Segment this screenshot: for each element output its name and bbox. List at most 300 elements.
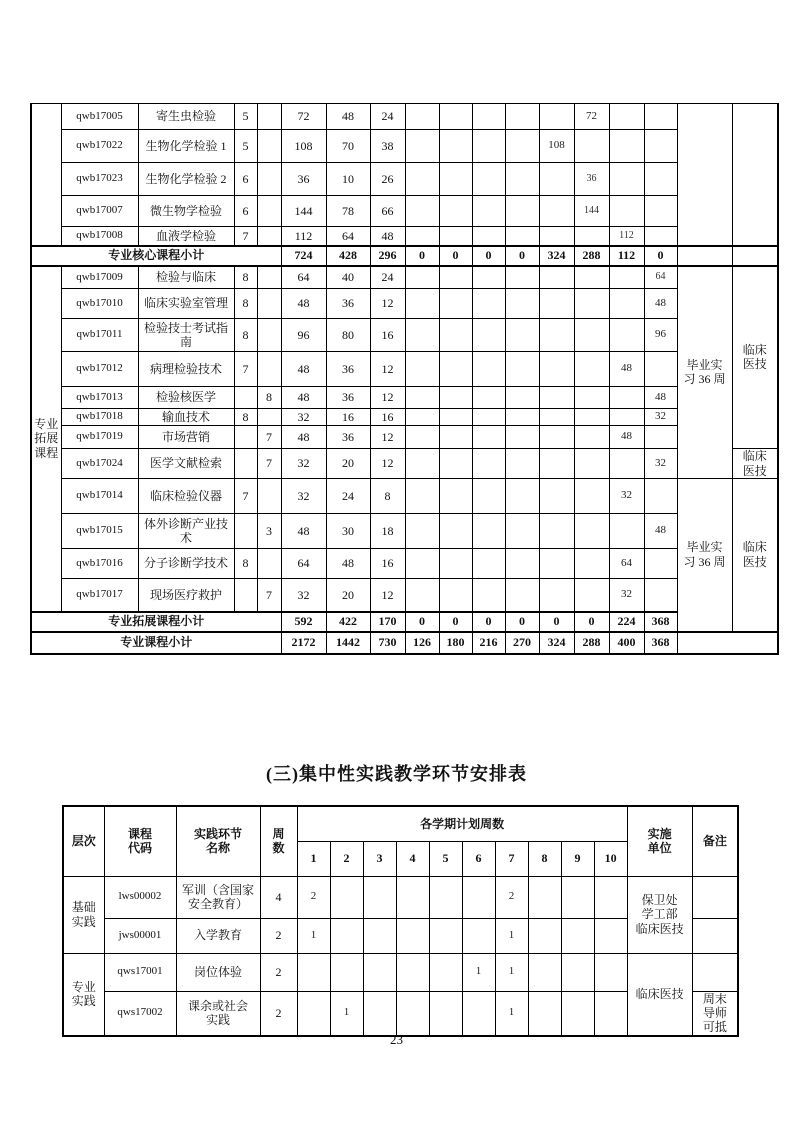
level-cell xyxy=(63,876,104,953)
sem3-cell xyxy=(472,449,505,479)
theory-hours-cell: 428 xyxy=(326,246,370,266)
section-title: (三)集中性实践教学环节安排表 xyxy=(266,764,527,784)
sem2-cell xyxy=(439,266,472,289)
code-cell: qws17002 xyxy=(104,991,176,1036)
sem8-cell: 32 xyxy=(644,449,677,479)
header-unit xyxy=(627,806,692,876)
total-hours-cell: 48 xyxy=(281,514,326,549)
sem5-cell xyxy=(539,196,574,227)
sem3-cell xyxy=(472,130,505,163)
sem2-cell xyxy=(439,426,472,449)
header-sem-5: 5 xyxy=(429,841,462,876)
sem7-cell xyxy=(609,289,644,319)
term-a-cell: 7 xyxy=(234,352,257,387)
internship-cell xyxy=(677,479,732,632)
sem10-cell xyxy=(594,876,627,918)
sem6-cell xyxy=(574,266,609,289)
sem4-cell xyxy=(505,352,539,387)
theory-hours-cell: 80 xyxy=(326,319,370,352)
course-row xyxy=(31,409,778,426)
term-b-cell xyxy=(257,409,281,426)
code-cell: qwb17017 xyxy=(61,579,138,612)
term-a-cell: 8 xyxy=(234,549,257,579)
name-cell: 分子诊断学技术 xyxy=(138,549,234,579)
practice-hours-cell: 12 xyxy=(370,352,405,387)
sem3-cell xyxy=(472,549,505,579)
sem8-cell: 48 xyxy=(644,514,677,549)
term-a-cell xyxy=(234,514,257,549)
sem5-cell: 0 xyxy=(539,612,574,632)
sem8-cell: 48 xyxy=(644,289,677,319)
sem1-cell xyxy=(405,289,439,319)
sem7-cell: 1 xyxy=(495,991,528,1036)
sem6-cell xyxy=(574,130,609,163)
sem6-cell: 288 xyxy=(574,632,609,654)
sem10-cell xyxy=(594,953,627,991)
header-note: 备注 xyxy=(692,806,738,876)
header-name xyxy=(176,806,260,876)
practice-hours-cell: 24 xyxy=(370,266,405,289)
name-cell: 医学文献检索 xyxy=(138,449,234,479)
sem6-cell xyxy=(574,227,609,246)
sem3-cell xyxy=(472,514,505,549)
total-hours-cell: 48 xyxy=(281,289,326,319)
total-hours-cell: 36 xyxy=(281,163,326,196)
note-label: 周末导师可抵 xyxy=(702,991,727,1035)
weeks-cell: 2 xyxy=(260,953,297,991)
sem6-cell xyxy=(574,479,609,514)
practice-hours-cell: 296 xyxy=(370,246,405,266)
sem6-cell: 1 xyxy=(462,953,495,991)
sem5-cell xyxy=(539,352,574,387)
theory-hours-cell: 48 xyxy=(326,104,370,130)
sem7-cell: 1 xyxy=(495,918,528,953)
curriculum-table xyxy=(30,103,779,655)
sem2-cell xyxy=(439,227,472,246)
course-row xyxy=(31,426,778,449)
sem6-cell: 288 xyxy=(574,246,609,266)
sem1-cell xyxy=(405,479,439,514)
level-cell xyxy=(63,953,104,1036)
name-cell xyxy=(176,876,260,918)
sem6-cell xyxy=(462,876,495,918)
term-b-cell: 3 xyxy=(257,514,281,549)
sem8-cell xyxy=(644,130,677,163)
sem5-cell: 108 xyxy=(539,130,574,163)
name-label: 课余或社会实践 xyxy=(187,998,248,1028)
total-hours-cell: 64 xyxy=(281,266,326,289)
name-cell xyxy=(176,991,260,1036)
unit-cell xyxy=(627,953,692,1036)
practice-hours-cell: 12 xyxy=(370,449,405,479)
total-hours-cell: 32 xyxy=(281,579,326,612)
course-row xyxy=(31,289,778,319)
name-cell: 输血技术 xyxy=(138,409,234,426)
code-cell: jws00001 xyxy=(104,918,176,953)
sem1-cell xyxy=(405,449,439,479)
sem7-cell xyxy=(609,387,644,409)
sem8-cell xyxy=(528,953,561,991)
sem6-cell xyxy=(574,319,609,352)
course-row xyxy=(31,319,778,352)
sem3-cell xyxy=(472,352,505,387)
internship-label: 毕业实习 36 周 xyxy=(683,540,726,569)
sem1-cell xyxy=(405,130,439,163)
note-cell xyxy=(692,953,738,991)
sem3-cell xyxy=(472,104,505,130)
sem3-cell: 216 xyxy=(472,632,505,654)
unit-cell xyxy=(732,246,778,266)
sem1-cell: 126 xyxy=(405,632,439,654)
sem8-cell: 368 xyxy=(644,632,677,654)
total-hours-cell: 112 xyxy=(281,227,326,246)
total-hours-cell: 64 xyxy=(281,549,326,579)
sem4-cell xyxy=(505,514,539,549)
internship-label: 毕业实习 36 周 xyxy=(683,357,726,387)
sem1-cell xyxy=(405,227,439,246)
internship-cell xyxy=(677,104,732,246)
term-b-cell: 7 xyxy=(257,426,281,449)
header-code xyxy=(104,806,176,876)
header-code-label: 课程代码 xyxy=(127,826,152,856)
unit-label: 临床医技 xyxy=(742,342,767,372)
sem6-cell xyxy=(574,426,609,449)
code-cell: qwb17014 xyxy=(61,479,138,514)
sem2-cell xyxy=(439,289,472,319)
unit-label: 保卫处 学工部 临床医技 xyxy=(635,892,684,936)
level-label: 基础实践 xyxy=(71,900,96,929)
sem8-cell xyxy=(644,479,677,514)
header-sem-10: 10 xyxy=(594,841,627,876)
sem8-cell xyxy=(644,579,677,612)
sem1-cell xyxy=(405,352,439,387)
total-row xyxy=(31,632,778,654)
unit-label: 临床医技 xyxy=(635,986,684,1001)
course-row xyxy=(31,104,778,130)
term-b-cell xyxy=(257,227,281,246)
name-cell: 检验技士考试指南 xyxy=(138,319,234,352)
total-label: 专业课程小计 xyxy=(31,632,281,654)
header-sem-8: 8 xyxy=(528,841,561,876)
course-row xyxy=(31,196,778,227)
practice-hours-cell: 12 xyxy=(370,426,405,449)
sem7-cell: 224 xyxy=(609,612,644,632)
theory-hours-cell: 36 xyxy=(326,426,370,449)
sem2-cell xyxy=(439,514,472,549)
code-cell: qwb17005 xyxy=(61,104,138,130)
sem3-cell xyxy=(472,426,505,449)
course-row xyxy=(31,514,778,549)
sem4-cell xyxy=(505,130,539,163)
sem7-cell: 400 xyxy=(609,632,644,654)
sem3-cell xyxy=(472,319,505,352)
sem2-cell xyxy=(439,163,472,196)
sem7-cell: 64 xyxy=(609,549,644,579)
sem3-cell xyxy=(472,266,505,289)
ext-subtotal-row xyxy=(31,612,778,632)
sem1-cell: 1 xyxy=(297,918,330,953)
sem1-cell: 0 xyxy=(405,246,439,266)
sem1-cell xyxy=(405,579,439,612)
level-label: 专业实践 xyxy=(71,979,96,1009)
code-cell: qwb17013 xyxy=(61,387,138,409)
sem8-cell xyxy=(644,426,677,449)
sem6-cell xyxy=(574,352,609,387)
sem4-cell xyxy=(505,196,539,227)
header-unit-label: 实施单位 xyxy=(647,826,672,856)
code-cell: qwb17019 xyxy=(61,426,138,449)
theory-hours-cell: 30 xyxy=(326,514,370,549)
sem2-cell xyxy=(439,549,472,579)
unit-label: 临床医技 xyxy=(742,449,767,478)
code-cell: qwb17011 xyxy=(61,319,138,352)
name-cell: 市场营销 xyxy=(138,426,234,449)
unit-cell xyxy=(732,479,778,632)
term-a-cell xyxy=(234,426,257,449)
theory-hours-cell: 10 xyxy=(326,163,370,196)
sem5-cell xyxy=(429,918,462,953)
term-b-cell xyxy=(257,266,281,289)
header-sem-9: 9 xyxy=(561,841,594,876)
practice-hours-cell: 48 xyxy=(370,227,405,246)
subtotal-label: 专业拓展课程小计 xyxy=(31,612,281,632)
practice-hours-cell: 24 xyxy=(370,104,405,130)
header-sem-2: 2 xyxy=(330,841,363,876)
sem5-cell xyxy=(539,549,574,579)
sem6-cell xyxy=(574,514,609,549)
theory-hours-cell: 1442 xyxy=(326,632,370,654)
course-row xyxy=(31,387,778,409)
term-b-cell xyxy=(257,104,281,130)
name-label: 军训（含国家安全教育） xyxy=(181,882,254,911)
name-cell: 生物化学检验 1 xyxy=(138,130,234,163)
total-hours-cell: 592 xyxy=(281,612,326,632)
name-cell: 体外诊断产业技术 xyxy=(138,514,234,549)
practice-row xyxy=(63,876,738,918)
code-cell: qwb17008 xyxy=(61,227,138,246)
sem2-cell xyxy=(439,387,472,409)
total-hours-cell: 48 xyxy=(281,426,326,449)
term-a-cell: 7 xyxy=(234,479,257,514)
sem9-cell xyxy=(561,953,594,991)
sem3-cell xyxy=(472,227,505,246)
sem2-cell: 0 xyxy=(439,612,472,632)
internship-cell xyxy=(677,266,732,479)
sem10-cell xyxy=(594,918,627,953)
sem3-cell xyxy=(472,196,505,227)
term-a-cell: 6 xyxy=(234,196,257,227)
theory-hours-cell: 70 xyxy=(326,130,370,163)
course-row xyxy=(31,579,778,612)
term-a-cell xyxy=(234,579,257,612)
unit-label: 临床医技 xyxy=(742,540,767,569)
term-b-cell: 7 xyxy=(257,579,281,612)
practice-hours-cell: 16 xyxy=(370,409,405,426)
sem4-cell xyxy=(505,227,539,246)
code-cell: qwb17015 xyxy=(61,514,138,549)
unit-cell xyxy=(627,876,692,953)
practice-hours-cell: 18 xyxy=(370,514,405,549)
sem8-cell xyxy=(644,549,677,579)
name-cell: 微生物学检验 xyxy=(138,196,234,227)
sem4-cell xyxy=(505,579,539,612)
sem6-cell: 36 xyxy=(574,163,609,196)
header-sem-3: 3 xyxy=(363,841,396,876)
sem2-cell xyxy=(330,953,363,991)
term-b-cell xyxy=(257,352,281,387)
header-sem-1: 1 xyxy=(297,841,330,876)
practice-hours-cell: 66 xyxy=(370,196,405,227)
subtotal-label: 专业核心课程小计 xyxy=(31,246,281,266)
practice-hours-cell: 12 xyxy=(370,579,405,612)
group-cell-core xyxy=(31,104,61,246)
unit-cell xyxy=(732,449,778,479)
theory-hours-cell: 40 xyxy=(326,266,370,289)
sem2-cell xyxy=(439,409,472,426)
unit-cell xyxy=(732,104,778,246)
sem3-cell xyxy=(363,876,396,918)
sem4-cell: 270 xyxy=(505,632,539,654)
header-sem-6: 6 xyxy=(462,841,495,876)
name-cell: 岗位体验 xyxy=(176,953,260,991)
sem5-cell xyxy=(539,163,574,196)
header-row-1 xyxy=(63,806,738,841)
header-sem-4: 4 xyxy=(396,841,429,876)
term-b-cell xyxy=(257,289,281,319)
sem1-cell xyxy=(405,266,439,289)
header-weeks-label: 周数 xyxy=(272,826,285,856)
name-cell: 临床检验仪器 xyxy=(138,479,234,514)
sem3-cell xyxy=(472,163,505,196)
term-b-cell: 7 xyxy=(257,449,281,479)
practice-table xyxy=(62,805,739,1037)
note-cell xyxy=(692,918,738,953)
total-hours-cell: 108 xyxy=(281,130,326,163)
term-b-cell xyxy=(257,549,281,579)
term-a-cell: 7 xyxy=(234,227,257,246)
sem5-cell xyxy=(539,479,574,514)
name-cell: 现场医疗救护 xyxy=(138,579,234,612)
weeks-cell: 2 xyxy=(260,918,297,953)
sem1-cell: 2 xyxy=(297,876,330,918)
sem6-cell: 144 xyxy=(574,196,609,227)
sem3-cell xyxy=(363,953,396,991)
sem7-cell xyxy=(609,409,644,426)
sem5-cell xyxy=(539,266,574,289)
sem1-cell xyxy=(405,196,439,227)
code-cell: lws00002 xyxy=(104,876,176,918)
course-row xyxy=(31,266,778,289)
sem4-cell: 0 xyxy=(505,246,539,266)
term-a-cell: 8 xyxy=(234,409,257,426)
group-label: 专业拓展课程 xyxy=(34,416,59,460)
empty-cell xyxy=(677,632,778,654)
theory-hours-cell: 36 xyxy=(326,387,370,409)
theory-hours-cell: 20 xyxy=(326,449,370,479)
sem3-cell xyxy=(363,991,396,1036)
internship-cell xyxy=(677,246,732,266)
sem5-cell: 324 xyxy=(539,246,574,266)
term-b-cell xyxy=(257,319,281,352)
sem8-cell xyxy=(644,196,677,227)
sem7-cell: 48 xyxy=(609,352,644,387)
sem8-cell xyxy=(528,918,561,953)
name-cell: 生物化学检验 2 xyxy=(138,163,234,196)
theory-hours-cell: 36 xyxy=(326,352,370,387)
sem7-cell xyxy=(609,130,644,163)
total-hours-cell: 144 xyxy=(281,196,326,227)
total-hours-cell: 96 xyxy=(281,319,326,352)
practice-hours-cell: 170 xyxy=(370,612,405,632)
sem7-cell xyxy=(609,319,644,352)
sem1-cell xyxy=(297,953,330,991)
sem3-cell: 0 xyxy=(472,612,505,632)
sem1-cell xyxy=(405,319,439,352)
sem6-cell: 72 xyxy=(574,104,609,130)
sem2-cell: 180 xyxy=(439,632,472,654)
sem9-cell xyxy=(561,876,594,918)
sem7-cell xyxy=(609,514,644,549)
sem1-cell: 0 xyxy=(405,612,439,632)
practice-hours-cell: 38 xyxy=(370,130,405,163)
header-name-label: 实践环节名称 xyxy=(193,826,242,856)
sem7-cell xyxy=(609,449,644,479)
course-row xyxy=(31,549,778,579)
sem5-cell xyxy=(539,104,574,130)
sem3-cell: 0 xyxy=(472,246,505,266)
sem4-cell: 0 xyxy=(505,612,539,632)
course-row xyxy=(31,227,778,246)
name-cell: 检验与临床 xyxy=(138,266,234,289)
sem8-cell xyxy=(644,227,677,246)
sem3-cell xyxy=(472,579,505,612)
theory-hours-cell: 48 xyxy=(326,549,370,579)
name-cell: 病理检验技术 xyxy=(138,352,234,387)
core-subtotal-row xyxy=(31,246,778,266)
sem8-cell: 48 xyxy=(644,387,677,409)
sem2-cell xyxy=(439,104,472,130)
sem5-cell xyxy=(539,514,574,549)
code-cell: qwb17018 xyxy=(61,409,138,426)
header-sem-group: 各学期计划周数 xyxy=(297,806,627,841)
term-a-cell: 5 xyxy=(234,104,257,130)
sem8-cell xyxy=(644,352,677,387)
sem5-cell xyxy=(429,953,462,991)
sem8-cell: 96 xyxy=(644,319,677,352)
sem2-cell xyxy=(439,130,472,163)
sem2-cell xyxy=(439,319,472,352)
total-hours-cell: 48 xyxy=(281,387,326,409)
sem2-cell xyxy=(439,579,472,612)
sem5-cell xyxy=(539,319,574,352)
sem1-cell xyxy=(405,104,439,130)
sem6-cell xyxy=(462,991,495,1036)
sem7-cell xyxy=(609,266,644,289)
sem1-cell xyxy=(405,409,439,426)
term-a-cell: 5 xyxy=(234,130,257,163)
sem3-cell xyxy=(363,918,396,953)
total-hours-cell: 72 xyxy=(281,104,326,130)
sem9-cell xyxy=(561,991,594,1036)
name-cell: 寄生虫检验 xyxy=(138,104,234,130)
code-cell: qwb17009 xyxy=(61,266,138,289)
note-cell xyxy=(692,876,738,918)
sem5-cell xyxy=(539,289,574,319)
sem5-cell xyxy=(429,876,462,918)
code-cell: qwb17016 xyxy=(61,549,138,579)
course-row xyxy=(31,449,778,479)
sem4-cell xyxy=(505,479,539,514)
